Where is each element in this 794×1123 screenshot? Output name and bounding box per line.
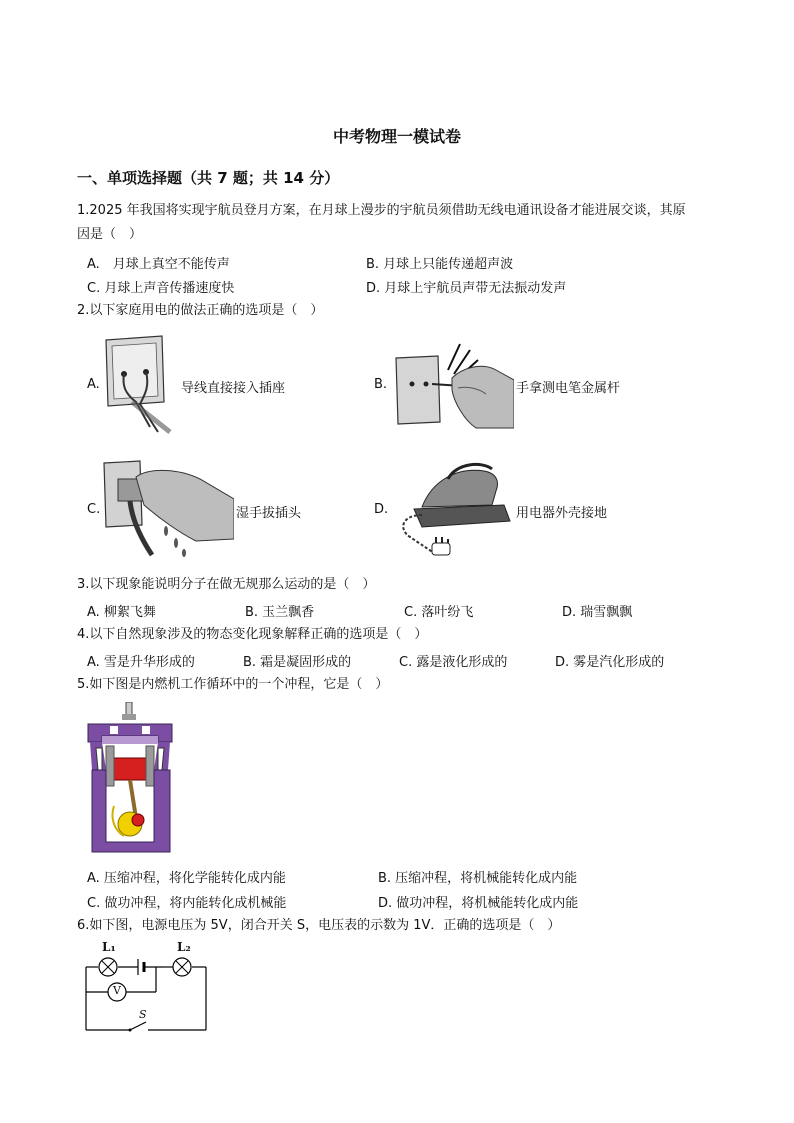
- q3-option-b: B. 玉兰飘香: [245, 605, 315, 620]
- wet-hand-plug-illustration: [100, 459, 234, 559]
- question-4-stem: 4.以下自然现象涉及的物态变化现象解释正确的选项是（ ）: [77, 627, 428, 642]
- q4-option-a: A. 雪是升华形成的: [87, 655, 195, 670]
- switch-label: S: [139, 1008, 147, 1021]
- q2-option-b-letter: B.: [374, 377, 388, 392]
- q1-option-c: C. 月球上声音传播速度快: [87, 281, 235, 296]
- question-5-stem: 5.如下图是内燃机工作循环中的一个冲程，它是（ ）: [77, 677, 389, 692]
- q4-option-c: C. 露是液化形成的: [399, 655, 508, 670]
- q1-option-b: B. 月球上只能传递超声波: [366, 257, 514, 272]
- q2-option-b-text: 手拿测电笔金属杆: [516, 381, 621, 396]
- q3-option-a: A. 柳絮飞舞: [87, 605, 156, 620]
- q3-option-c: C. 落叶纷飞: [404, 605, 474, 620]
- question-3-stem: 3.以下现象能说明分子在做无规那么运动的是（ ）: [77, 577, 376, 592]
- voltmeter-label: V: [113, 984, 121, 997]
- q2-option-c-text: 湿手拔插头: [236, 506, 302, 521]
- q1-option-d: D. 月球上宇航员声带无法振动发声: [366, 281, 567, 296]
- question-1-stem: 1.2025 年我国将实现宇航员登月方案，在月球上漫步的宇航员须借助无线电通讯设备才能进展交谈，其原: [77, 203, 686, 218]
- socket-bare-wires-illustration: [100, 332, 180, 437]
- circuit-diagram: [80, 940, 214, 1036]
- q2-option-a-text: 导线直接接入插座: [181, 381, 286, 396]
- lamp-l1-label: L₁: [102, 940, 116, 954]
- engine-stroke-illustration: [84, 702, 176, 858]
- q2-option-c-letter: C.: [87, 502, 101, 517]
- grounded-iron-illustration: [392, 455, 516, 561]
- q2-option-d-letter: D.: [374, 502, 389, 517]
- question-1-stem-cont: 因是（ ）: [77, 227, 143, 242]
- page-title: 中考物理一模试卷: [332, 127, 461, 146]
- q5-option-c: C. 做功冲程，将内能转化成机械能: [87, 896, 287, 911]
- q5-option-d: D. 做功冲程，将机械能转化成内能: [378, 896, 579, 911]
- question-6-stem: 6.如下图，电源电压为 5V，闭合开关 S，电压表的示数为 1V．正确的选项是（ ）: [77, 918, 561, 933]
- q2-option-d-text: 用电器外壳接地: [516, 506, 608, 521]
- hand-tester-pen-illustration: [392, 340, 514, 430]
- q5-option-b: B. 压缩冲程，将机械能转化成内能: [378, 871, 578, 886]
- q4-option-d: D. 雾是汽化形成的: [555, 655, 665, 670]
- question-2-stem: 2.以下家庭用电的做法正确的选项是（ ）: [77, 303, 324, 318]
- q2-option-a-letter: A.: [87, 377, 100, 392]
- q1-option-a: A. 月球上真空不能传声: [87, 257, 230, 272]
- section-heading: 一、单项选择题（共 7 题；共 14 分）: [77, 169, 340, 187]
- q4-option-b: B. 霜是凝固形成的: [243, 655, 352, 670]
- lamp-l2-label: L₂: [177, 940, 191, 954]
- q3-option-d: D. 瑞雪飘飘: [562, 605, 633, 620]
- q5-option-a: A. 压缩冲程，将化学能转化成内能: [87, 871, 286, 886]
